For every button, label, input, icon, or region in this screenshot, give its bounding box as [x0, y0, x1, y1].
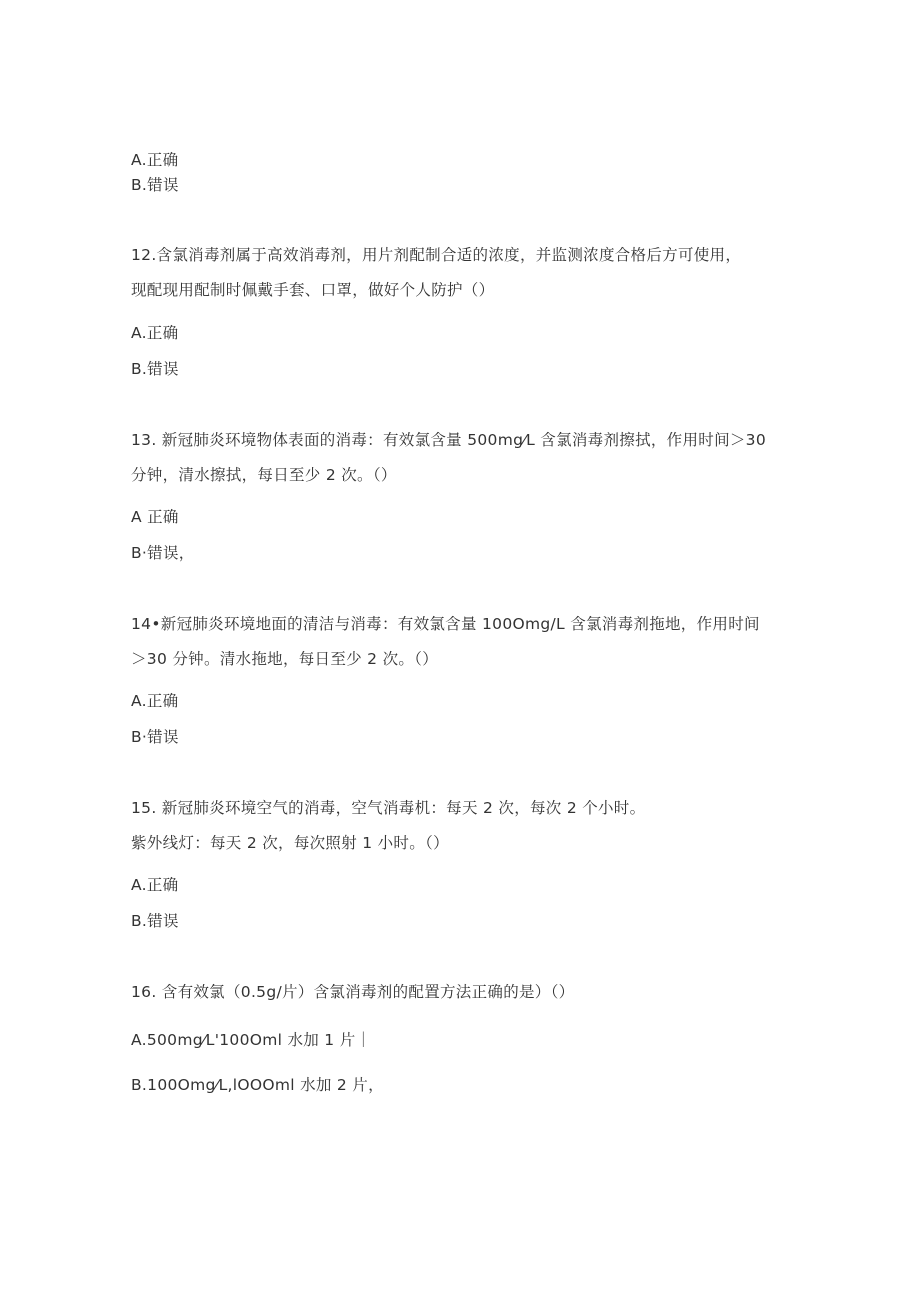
q14-option-a: A.正确: [131, 692, 179, 710]
q11-option-b: B.错误: [131, 176, 179, 194]
q14-option-b: B·错误: [131, 728, 179, 746]
q16-option-b: B.100Omg⁄L,lOOOml 水加 2 片，: [131, 1076, 384, 1094]
q13-text-line2: 分钟，清水擦拭，每日至少 2 次。（）: [131, 466, 397, 484]
q13-text-line1: 13. 新冠肺炎环境物体表面的消毒：有效氯含量 500mg⁄L 含氯消毒剂擦拭，作用时间＞30: [131, 431, 767, 449]
q14-text-line2: ＞30 分钟。清水拖地，每日至少 2 次。（）: [131, 650, 439, 668]
q15-text-line2: 紫外线灯：每天 2 次，每次照射 1 小时。（）: [131, 834, 449, 852]
q12-option-b: B.错误: [131, 360, 179, 378]
q14-text-line1: 14•新冠肺炎环境地面的清洁与消毒：有效氯含量 100Omg/L 含氯消毒剂拖地，作用时间: [131, 615, 760, 633]
q16-option-a: A.500mg⁄L'100Oml 水加 1 片｜: [131, 1031, 372, 1049]
q15-option-a: A.正确: [131, 876, 179, 894]
q13-option-b: B·错误，: [131, 544, 195, 562]
q15-option-b: B.错误: [131, 912, 179, 930]
q12-option-a: A.正确: [131, 324, 179, 342]
q13-option-a: A 正确: [131, 508, 179, 526]
q15-text-line1: 15. 新冠肺炎环境空气的消毒，空气消毒机：每天 2 次，每次 2 个小时。: [131, 799, 646, 817]
q12-text-line1: 12.含氯消毒剂属于高效消毒剂，用片剂配制合适的浓度，并监测浓度合格后方可使用，: [131, 246, 742, 264]
q16-text-line1: 16. 含有效氯（0.5g/片）含氯消毒剂的配置方法正确的是）（）: [131, 983, 575, 1001]
q12-text-line2: 现配现用配制时佩戴手套、口罩，做好个人防护（）: [131, 281, 495, 299]
q11-option-a: A.正确: [131, 151, 179, 169]
